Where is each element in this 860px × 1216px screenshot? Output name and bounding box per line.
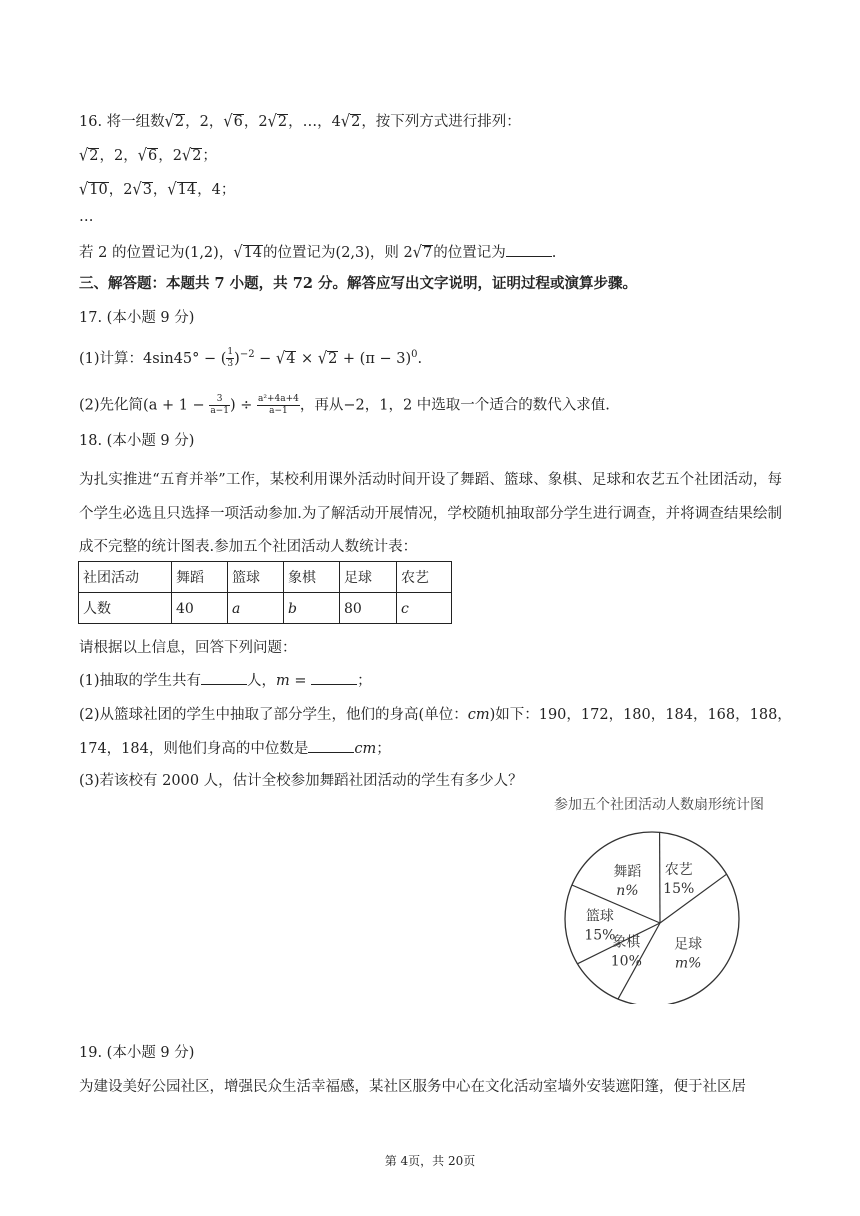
chart-title: 参加五个社团活动人数扇形统计图 bbox=[554, 797, 764, 813]
table-header-row bbox=[79, 562, 452, 593]
slice-value: 10% bbox=[610, 953, 642, 970]
table-cell: 农艺 bbox=[397, 562, 452, 593]
slice-value: n% bbox=[616, 882, 639, 899]
table-cell: 足球 bbox=[340, 562, 397, 593]
q19-header: 19. (本小题 9 分) bbox=[79, 1045, 195, 1061]
q16-ellipsis: … bbox=[79, 209, 94, 225]
table-cell: 80 bbox=[340, 593, 397, 624]
table-cell: 40 bbox=[172, 593, 228, 624]
q17-part2: (2)先化简(a + 1 − $\frac{3}{a-1}$ ) ÷ $\frac{\text{a²+4a+4}}{a-1}$ ，再从−2，1，2 中选取一个适合的数代入求值. bbox=[79, 394, 610, 416]
slice-name: 舞蹈 bbox=[613, 863, 642, 880]
q17-header: 17. (本小题 9 分) bbox=[79, 310, 195, 326]
section-heading: 三、解答题：本题共 7 小题，共 72 分。解答应写出文字说明，证明过程或演算步骤。 bbox=[79, 275, 637, 292]
q19-paragraph: 为建设美好公园社区，增强民众生活幸福感，某社区服务中心在文化活动室墙外安装遮阳篷，便于社区居 bbox=[79, 1079, 746, 1095]
pie-chart bbox=[528, 794, 790, 1004]
q16-question: 若 2 的位置记为(1,2)，√14的位置记为(2,3)，则 2√7的位置记为 . bbox=[79, 243, 557, 263]
q16-row1: √2，2，√6，2√2； bbox=[79, 146, 217, 166]
q16-row2: √10，2√3，√14，4； bbox=[79, 180, 236, 200]
table-cell: 篮球 bbox=[228, 562, 284, 593]
q18-sub1: (1)抽取的学生共有 人，m = ； bbox=[79, 673, 372, 689]
slice-value: 15% bbox=[584, 927, 616, 944]
table-cell: 舞蹈 bbox=[172, 562, 228, 593]
q18-header: 18. (本小题 9 分) bbox=[79, 433, 195, 449]
q17-part1: (1)计算：4sin45° − ( $\frac{1}{3}$ )$^{-2} - √4 \times √2 + (\pi - 3)^0$. bbox=[79, 347, 423, 370]
table-cell: 社团活动 bbox=[79, 562, 172, 593]
club-stats-table bbox=[78, 561, 452, 624]
table-cell: a bbox=[228, 593, 284, 624]
slice-name: 篮球 bbox=[585, 908, 614, 925]
q18-sub2-cont: 174，184，则他们身高的中位数是 cm； bbox=[79, 741, 391, 757]
table-cell: 象棋 bbox=[284, 562, 340, 593]
q18-paragraph: 为扎实推进“五育并举”工作，某校利用课外活动时间开设了舞蹈、篮球、象棋、足球和农艺五个社团活动，每个学生必选且只选择一项活动参加.为了解活动开展情况，学校随机抽取部分学生进行调查，并将调查结果绘制成不完整的统计图表.参加五个社团活动人数统计表： bbox=[79, 472, 782, 555]
slice-value: 15% bbox=[663, 881, 695, 898]
answer-blank bbox=[506, 244, 552, 257]
q18-sub2: (2)从篮球社团的学生中抽取了部分学生，他们的身高(单位：cm)如下：190，172，180，184，168，188， bbox=[79, 707, 792, 723]
slice-name: 足球 bbox=[674, 936, 703, 953]
slice-value: m% bbox=[674, 955, 702, 972]
table-cell: b bbox=[284, 593, 340, 624]
slice-name: 农艺 bbox=[664, 862, 693, 879]
q18-prompt: 请根据以上信息，回答下列问题： bbox=[79, 640, 297, 656]
q16-intro: 16. 将一组数√2，2，√6，2√2，…，4√2，按下列方式进行排列： bbox=[79, 112, 521, 132]
pie-chart-svg bbox=[528, 794, 790, 1004]
page-footer: 第 4页，共 20页 bbox=[384, 1154, 476, 1168]
slice-name: 象棋 bbox=[612, 934, 641, 951]
q18-sub3: (3)若该校有 2000 人，估计全校参加舞蹈社团活动的学生有多少人？ bbox=[79, 773, 523, 789]
table-cell: c bbox=[397, 593, 452, 624]
table-cell: 人数 bbox=[79, 593, 172, 624]
table-row bbox=[79, 593, 452, 624]
